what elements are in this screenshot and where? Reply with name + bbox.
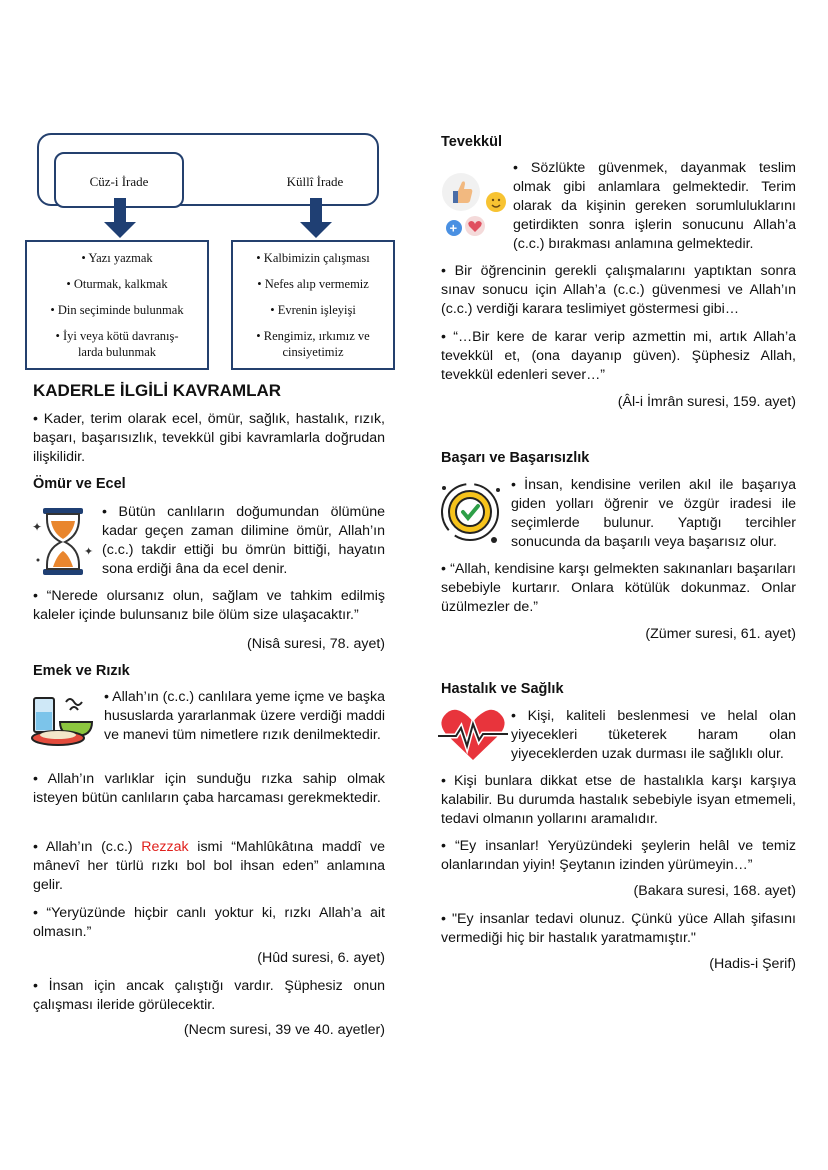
emek-source-2: (Necm suresi, 39 ve 40. ayetler) [183, 1022, 385, 1038]
emek-quote-2: • İnsan için ancak çalıştığı vardır. Şüphesiz onun çalışması ileride görülecektir. [33, 978, 385, 1013]
omur-heading: Ömür ve Ecel [33, 476, 126, 492]
arrow-down-icon [100, 198, 140, 240]
emek-source-1: (Hûd suresi, 6. ayet) [257, 950, 385, 966]
tevekkul-quote: • “…Bir kere de karar verip azmettin mi, artık Allah’a tevekkül et, (ona dayanıp güven). Şüphesiz Allah, tevekkül edenleri sever…” [441, 329, 796, 383]
hastalik-paragraph-2: • Kişi bunlara dikkat etse de hastalıkla karşı karşıya kalabilir. Bu durumda hastalık sebebiyle isyan etmemeli, tedavi olmanın yollarını aramalıdır. [441, 773, 796, 827]
cuz-i-irade-list [25, 240, 209, 370]
tevekkul-source: (Âl-i İmrân suresi, 159. ayet) [617, 394, 796, 410]
social-reactions-icon [440, 170, 510, 240]
hastalik-definition: • Kişi, kaliteli beslenmesi ve helal olan yiyecekleri tüketerek haram olan yiyeceklerden uzak durması ile sağlıklı olur. [511, 708, 796, 762]
tevekkul-definition: • Sözlükte güvenmek, dayanmak teslim olmak gibi anlamlara gelmektedir. Terim olarak da kişinin gereken sorumluluklarını getirdikten sonra işlerin sonucunu Allah’a (c.c.) bırakması anlamına gelmektedir. [513, 160, 796, 252]
hastalik-quote-2: • "Ey insanlar tedavi olunuz. Çünkü yüce Allah şifasını vermediği hiç bir hastalık yaratmamıştır." [441, 911, 796, 946]
tevekkul-example: • Bir öğrencinin gerekli çalışmalarını yaptıktan sonra sınav sonucu için Allah’a (c.c.) güvenmesi ve Allah’ın (c.c.) verdiği karara teslimiyet göstermesi gibi… [441, 263, 796, 317]
svg-text:✦: ✦ [32, 520, 43, 534]
emek-rezzak-paragraph [33, 838, 385, 895]
basari-source: (Zümer suresi, 61. ayet) [645, 626, 796, 642]
list-item: • Rengimiz, ırkımız ve [256, 329, 370, 343]
list-item: • Oturmak, kalkmak [66, 277, 168, 291]
cuz-i-irade-label: Cüz-i İrade [89, 174, 149, 189]
list-item: • Nefes alıp vermemiz [257, 277, 369, 291]
kulli-irade-label: Küllî İrade [286, 174, 344, 189]
food-icon [30, 690, 102, 748]
emek-heading: Emek ve Rızık [33, 663, 130, 679]
basari-quote: • “Allah, kendisine karşı gelmekten sakınanları başarıları sebebiyle kurtarır. Onlara kötülük dokunmaz. Onlar üzülmezler de.” [441, 561, 796, 615]
arrow-down-icon [296, 198, 336, 240]
list-item: cinsiyetimiz [282, 345, 344, 359]
hastalik-heading: Hastalık ve Sağlık [441, 681, 564, 697]
intro-text: • Kader, terim olarak ecel, ömür, sağlık, hastalık, rızık, başarı, başarısızlık, tevekkül gibi kavramlarla doğrudan ilişkilidir. [33, 411, 385, 465]
list-item: • Kalbimizin çalışması [256, 251, 370, 265]
svg-text:✦: ✦ [84, 546, 94, 558]
rezzak-suffix: ismi “Mahlûkâtına maddî ve mânevî her türlü rızkı bol bol ihsan eden” anlamına gelir. [33, 839, 385, 893]
page-title: KADERLE İLGİLİ KAVRAMLAR [33, 381, 282, 400]
emek-definition: • Allah’ın (c.c.) canlılara yeme içme ve başka hususlarda yararlanmak üzere verdiği maddi ve manevi tüm nimetlere rızık denilmektedir. [104, 689, 385, 743]
hastalik-source-1: (Bakara suresi, 168. ayet) [633, 883, 796, 899]
heartbeat-icon [438, 706, 508, 764]
list-item: • Din seçiminde bulunmak [50, 303, 184, 317]
svg-text:+: + [449, 220, 458, 236]
list-item: larda bulunmak [77, 345, 157, 359]
basari-heading: Başarı ve Başarısızlık [441, 450, 590, 466]
rezzak-highlight: Rezzak [141, 839, 189, 855]
omur-definition: • Bütün canlıların doğumundan ölümüne kadar geçen zaman dilimine ömür, Allah’ın (c.c.) takdir ettiği bu ömrün bittiği, hayatın sona erdiği âna da ecel denir. [102, 504, 385, 577]
success-check-icon [438, 478, 506, 546]
list-item: • Evrenin işleyişi [270, 303, 356, 317]
list-item: • İyi veya kötü davranış- [55, 329, 179, 343]
emek-quote-1: • “Yeryüzünde hiçbir canlı yoktur ki, rızkı Allah’a ait olmasın.” [33, 905, 385, 940]
omur-source: (Nisâ suresi, 78. ayet) [247, 636, 385, 652]
tevekkul-heading: Tevekkül [441, 134, 502, 150]
emek-paragraph-2: • Allah’ın varlıklar için sunduğu rızka sahip olmak isteyen bütün canlıların çaba harcaması gerekmektedir. [33, 771, 385, 806]
basari-definition: • İnsan, kendisine verilen akıl ile başarıya giden yolları öğrenir ve özgür iradesi ile seçimlerde bulunur. Yaptığı tercihler sonucunda da başarılı veya başarısız olur. [511, 477, 796, 550]
hastalik-quote-1: • “Ey insanlar! Yeryüzündeki şeylerin helâl ve temiz olanlarından yiyin! Şeytanın izinden yürümeyin…” [441, 838, 796, 873]
list-item: • Yazı yazmak [81, 251, 153, 265]
hastalik-source-2: (Hadis-i Şerif) [709, 956, 796, 972]
hourglass-icon [30, 505, 96, 579]
kulli-irade-list [231, 240, 395, 370]
rezzak-prefix: • Allah’ın (c.c.) [33, 839, 142, 855]
omur-quote: • “Nerede olursanız olun, sağlam ve tahkim edilmiş kaleler içinde bulunsanız bile ölüm size ulaşacaktır.” [33, 588, 385, 623]
